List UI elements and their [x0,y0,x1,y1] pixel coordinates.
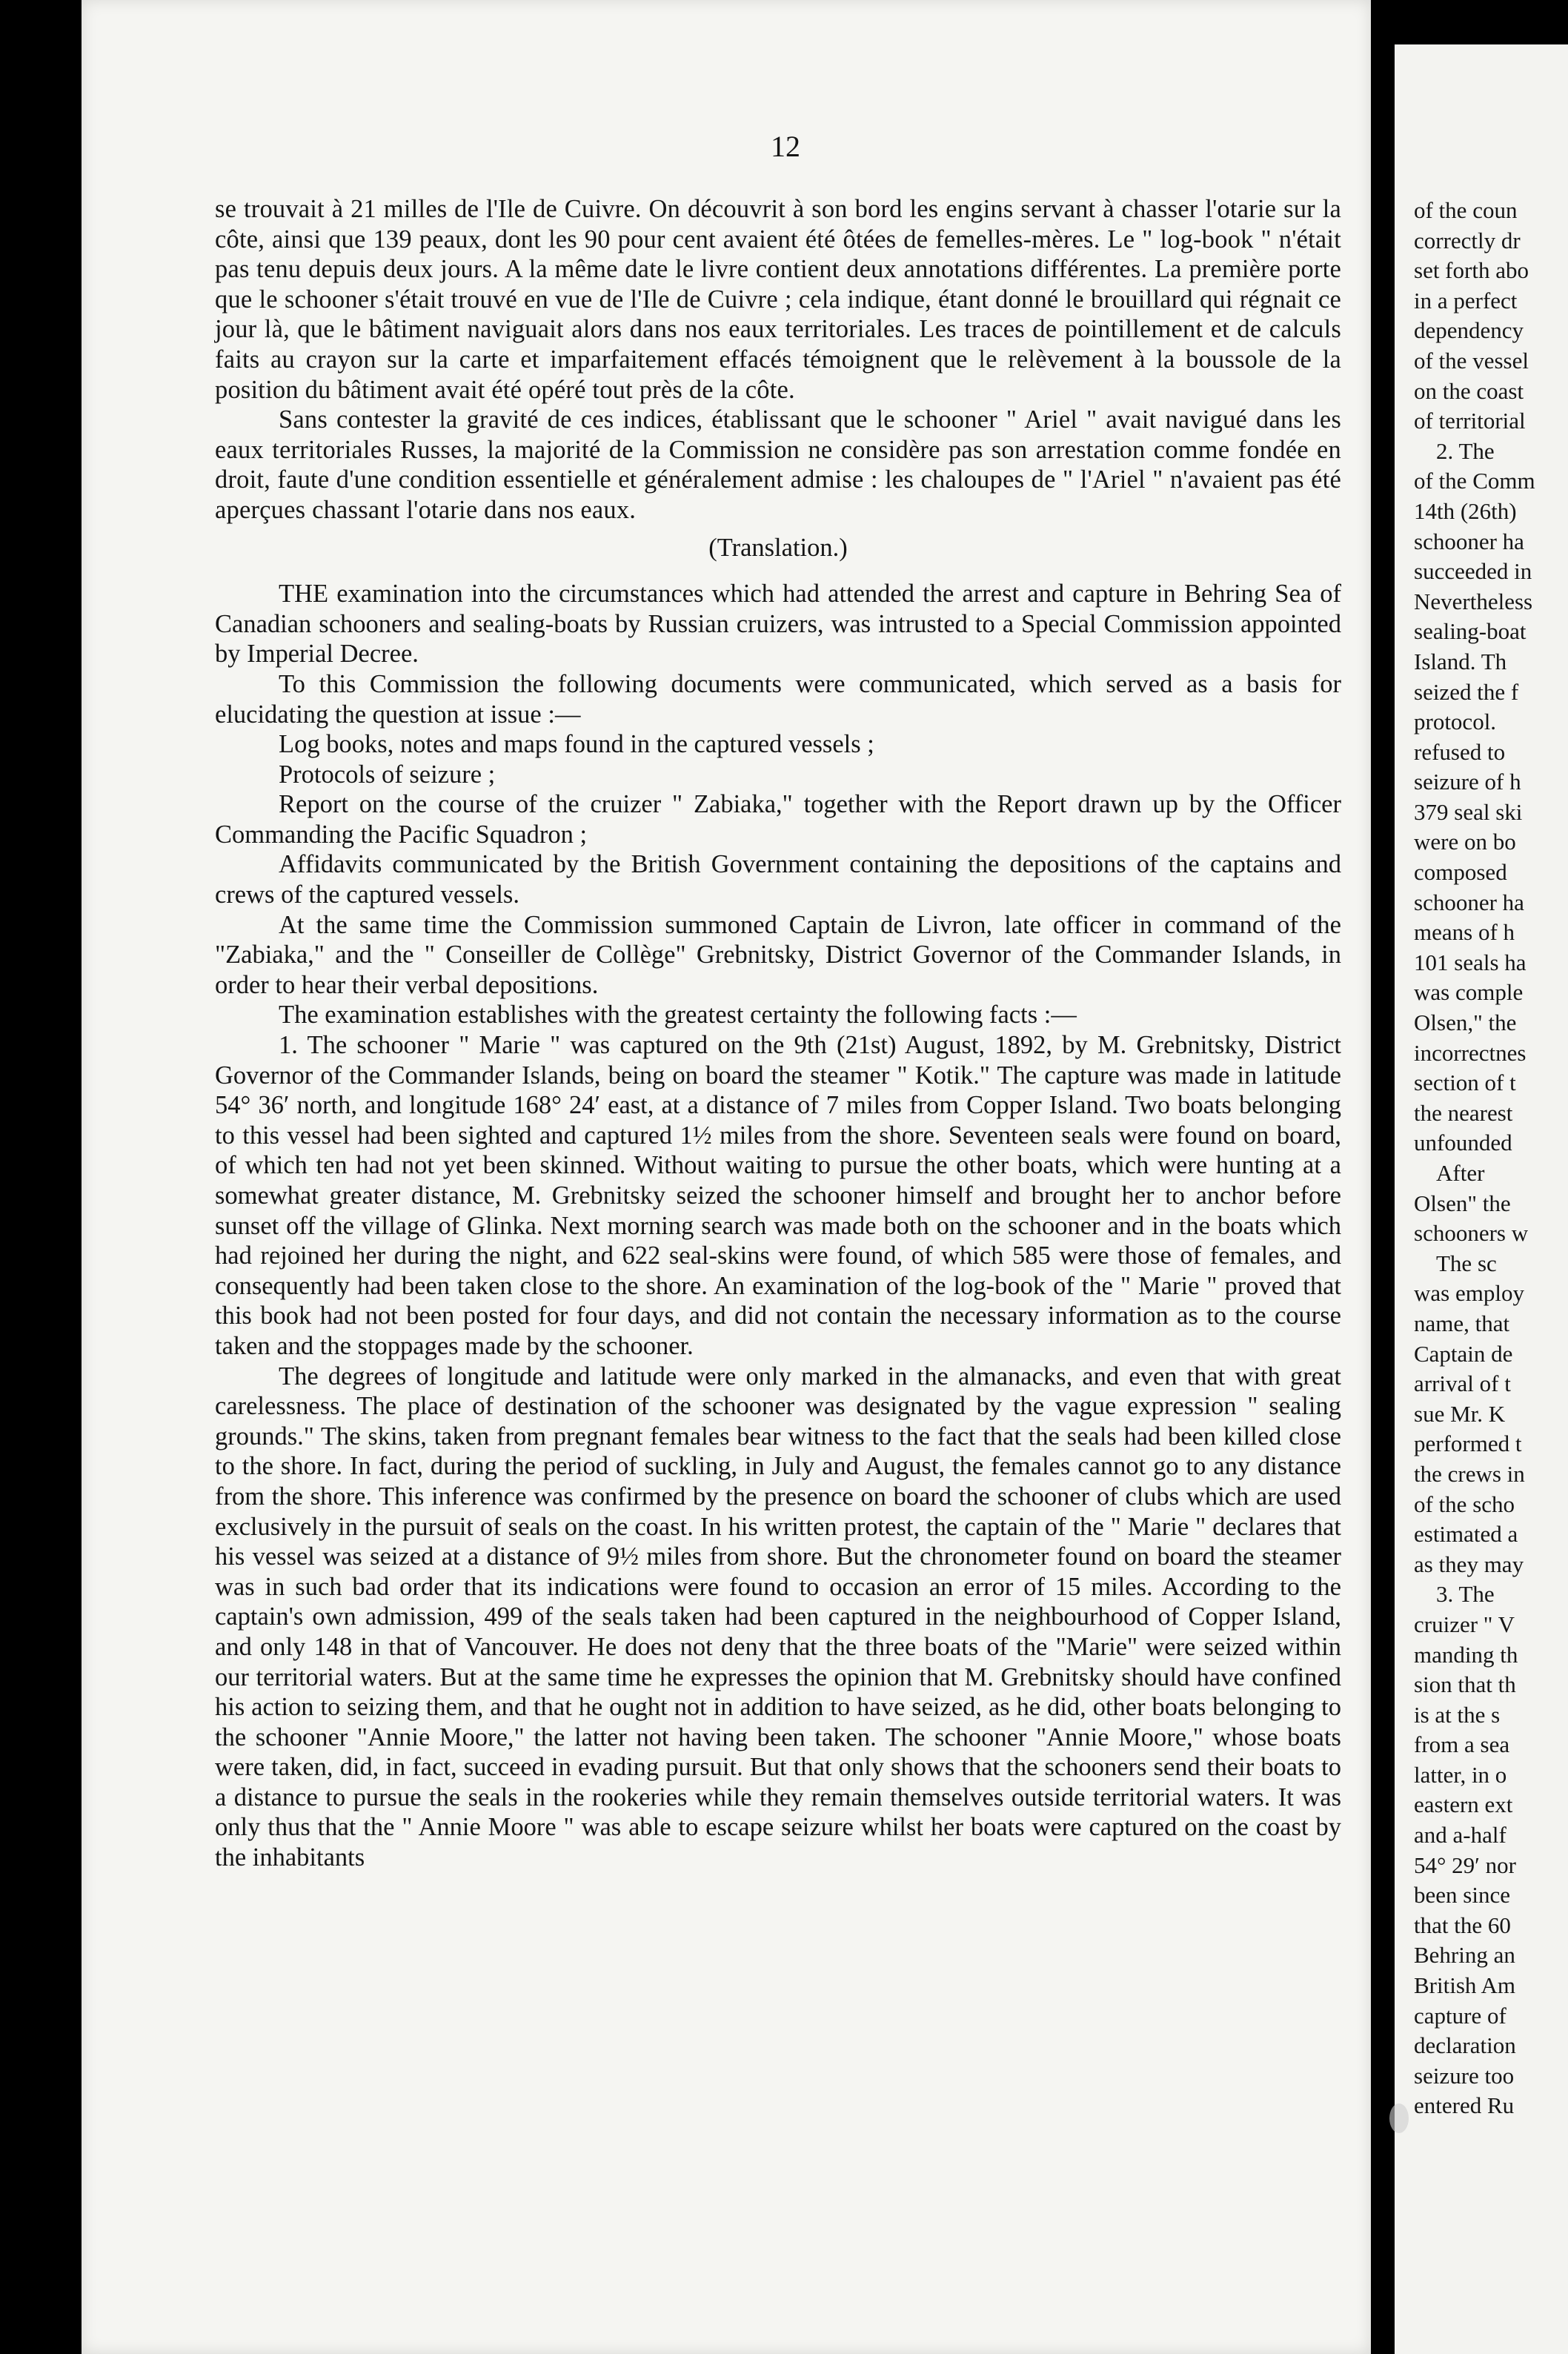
adjacent-page-line: been since [1414,1882,1510,1909]
adjacent-page-line: were on bo [1414,829,1516,855]
adjacent-page-line: is at the s [1414,1701,1501,1728]
body-paragraph: At the same time the Commission summoned Captain de Livron, late officer in command of the "Zabiaka," and the " Conseiller de Collège" Grebnitsky, District Governor of the Commander Islands, in order to hear their verbal depositions. [215,910,1341,999]
adjacent-page-line: entered Ru [1414,2092,1515,2119]
adjacent-page-line: composed [1414,859,1507,886]
adjacent-page-line: in a perfect [1414,287,1518,314]
adjacent-page-line: 14th (26th) [1414,497,1517,524]
body-paragraph: To this Commission the following documents were communicated, which served as a basis for elucidating the question at issue :— [215,669,1341,729]
page-gutter [1375,0,1386,2354]
body-paragraph: The examination establishes with the greatest certainty the following facts :— [279,1001,1077,1030]
adjacent-page-line: seizure too [1414,2062,1515,2089]
adjacent-page-line: cruizer " V [1414,1611,1515,1637]
adjacent-page-line: 379 seal ski [1414,798,1523,825]
adjacent-page-line: that the 60 [1414,1912,1511,1938]
adjacent-page-line: Olsen" the [1414,1190,1511,1216]
adjacent-page-line: latter, in o [1414,1761,1507,1788]
body-paragraph: Report on the course of the cruizer " Zabiaka," together with the Report drawn up by the Officer Commanding the Pacific Squadron ; [215,790,1341,849]
adjacent-page-line: protocol. [1414,709,1497,735]
body-paragraph: Sans contester la gravité de ces indices, établissant que le schooner " Ariel " avait navigué dans les eaux territoriales Russes, la majorité de la Commission ne considère pas son arrestation comme fondée en droit, faute d'une condition essentielle et généralement admise : les chaloupes de " l'Ariel " n'avaient pas été aperçues chassant l'otarie dans nos eaux. [215,405,1341,524]
adjacent-page-line: eastern ext [1414,1791,1513,1818]
adjacent-page-line: Captain de [1414,1340,1513,1367]
adjacent-page-line: performed t [1414,1430,1522,1457]
body-paragraph: THE examination into the circumstances which had attended the arrest and capture in Behring Sea of Canadian schooners and sealing-boats by Russian cruizers, was intrusted to a Special Commission appointed by Imperial Decree. [215,580,1341,669]
adjacent-page-line: sue Mr. K [1414,1400,1506,1427]
adjacent-page-line: dependency [1414,317,1524,344]
adjacent-page-line: on the coast [1414,377,1524,404]
adjacent-page-line: Nevertheless [1414,588,1533,614]
adjacent-page-line: estimated a [1414,1521,1518,1548]
adjacent-page-line: name, that [1414,1310,1510,1336]
adjacent-page-line: sion that th [1414,1671,1516,1698]
adjacent-page-line: 3. The [1436,1581,1495,1608]
adjacent-page-line: unfounded [1414,1130,1512,1156]
adjacent-page-line: sealing-boat [1414,618,1527,645]
body-paragraph: The degrees of longitude and latitude were only marked in the almanacks, and even that with great carelessness. The place of destination of the schooner was designated by the vague expression " sealing grounds." The skins, taken from pregnant females bear witness to the fact that the seals had been killed close to the shore. In fact, during the period of suckling, in July and August, the females cannot go to any distance from the shore. This inference was confirmed by the presence on board the schooner of clubs which are used exclusively in the pursuit of seals on the coast. In his written protest, the captain of the " Marie " declares that his vessel was seized at a distance of 9½ miles from shore. But the chronometer found on board the steamer was in such bad order that its indications were found to occasion an error of 15 miles. According to the captain's own admission, 499 of the seals taken had been captured in the neighbourhood of Copper Island, and only 148 in that of Vancouver. He does not deny that the three boats of the "Marie" were seized within our territorial waters. But at the same time he expresses the opinion that M. Grebnitsky should have confined his action to seizing them, and that he ought not in addition to have seized, as he did, other boats belonging to the schooner "Annie Moore," the latter not having been taken. The schooner "Annie Moore," whose boats were taken, did, in fact, succeed in evading pursuit. But that only shows that the schooners send their boats to a distance to pursue the seals in the rookeries while they remain themselves outside territorial waters. It was only thus that the " Annie Moore " was able to escape seizure whilst her boats were captured on the coast by the inhabitants [215,1362,1341,1872]
adjacent-page-line: was comple [1414,979,1524,1006]
adjacent-page-line: of the Comm [1414,468,1535,494]
adjacent-page-line: as they may [1414,1551,1524,1577]
adjacent-page-line: Behring an [1414,1942,1515,1969]
section-heading: (Translation.) [708,533,848,562]
adjacent-page-line: schooner ha [1414,889,1524,915]
adjacent-page-line: correctly dr [1414,227,1521,253]
adjacent-page-line: declaration [1414,2032,1516,2059]
adjacent-page-line: 54° 29′ nor [1414,1851,1517,1878]
adjacent-page-line: capture of [1414,2002,1506,2029]
body-paragraph: Affidavits communicated by the British Government containing the depositions of the captains and crews of the captured vessels. [215,850,1341,909]
adjacent-page-line: was employ [1414,1280,1524,1307]
adjacent-page-line: Olsen," the [1414,1009,1517,1036]
adjacent-page-line: 2. The [1436,437,1495,464]
adjacent-page-line: seizure of h [1414,769,1521,795]
adjacent-page-line: incorrectnes [1414,1039,1527,1066]
adjacent-page-line: schooner ha [1414,528,1524,554]
ink-blot [1389,2103,1409,2133]
adjacent-page-line: section of t [1414,1070,1516,1096]
adjacent-page-line: refused to [1414,738,1506,765]
adjacent-page-line: means of h [1414,919,1515,946]
adjacent-page-line: arrival of t [1414,1370,1511,1397]
adjacent-page-line: succeeded in [1414,558,1532,585]
adjacent-page-line: The sc [1436,1250,1497,1276]
adjacent-page-line: of the scho [1414,1491,1515,1517]
adjacent-page-line: manding th [1414,1641,1518,1668]
main-text-column [215,194,1341,1873]
adjacent-page-line: of the coun [1414,197,1518,223]
adjacent-page-line: After [1436,1160,1485,1186]
body-paragraph: Log books, notes and maps found in the captured vessels ; [279,730,874,759]
adjacent-page-line: of the vessel [1414,347,1529,374]
adjacent-page-line: 101 seals ha [1414,949,1527,975]
adjacent-page-line: of territorial [1414,408,1526,434]
adjacent-page-line: from a sea [1414,1731,1510,1758]
adjacent-page-line: and a-half [1414,1822,1506,1849]
adjacent-page-line: set forth abo [1414,257,1529,284]
adjacent-page-line: the crews in [1414,1460,1525,1487]
body-paragraph: Protocols of seizure ; [279,760,496,789]
page-number: 12 [771,130,800,163]
adjacent-page-line: schooners w [1414,1220,1529,1247]
adjacent-page-line: British Am [1414,1972,1515,1999]
body-paragraph: se trouvait à 21 milles de l'Ile de Cuivre. On découvrit à son bord les engins servant à chasser l'otarie sur la côte, ainsi que 139 peaux, dont les 90 pour cent avaient été ôtées de femelles-mères. Le " log-book " n'était pas tenu depuis deux jours. A la même date le livre contient deux annotations différentes. La première porte que le schooner s'était trouvé en vue de l'Ile de Cuivre ; cela indique, étant donné le brouillard qui régnait ce jour là, que le bâtiment naviguait alors dans nos eaux territoriales. Les traces de pointillement et de calculs faits au crayon sur la carte et imparfaitement effacés témoignent que le relèvement à la boussole de la position du bâtiment avait été opéré tout près de la côte. [215,195,1341,404]
adjacent-page-line: the nearest [1414,1099,1513,1126]
adjacent-page-line: Island. Th [1414,648,1507,674]
adjacent-page-text [1414,196,1568,2121]
adjacent-page-line: seized the f [1414,678,1519,705]
body-paragraph: 1. The schooner " Marie " was captured on the 9th (21st) August, 1892, by M. Grebnitsky, District Governor of the Commander Islands, being on board the steamer " Kotik." The capture was made in latitude 54° 36′ north, and longitude 168° 24′ east, at a distance of 7 miles from Copper Island. Two boats belonging to this vessel had been sighted and captured 1½ miles from the shore. Seventeen seals were found on board, of which ten had not yet been skinned. Without waiting to pursue the other boats, which were hunting at a somewhat greater distance, M. Grebnitsky seized the schooner himself and brought her to anchor before sunset off the village of Glinka. Next morning search was made both on the schooner and in the boats which had rejoined her during the night, and 622 seal-skins were found, of which 585 were those of females, and consequently had been taken close to the shore. An examination of the log-book of the " Marie " proved that this book had not been posted for four days, and did not contain the necessary information as to the course taken and the stoppages made by the schooner. [215,1031,1341,1360]
